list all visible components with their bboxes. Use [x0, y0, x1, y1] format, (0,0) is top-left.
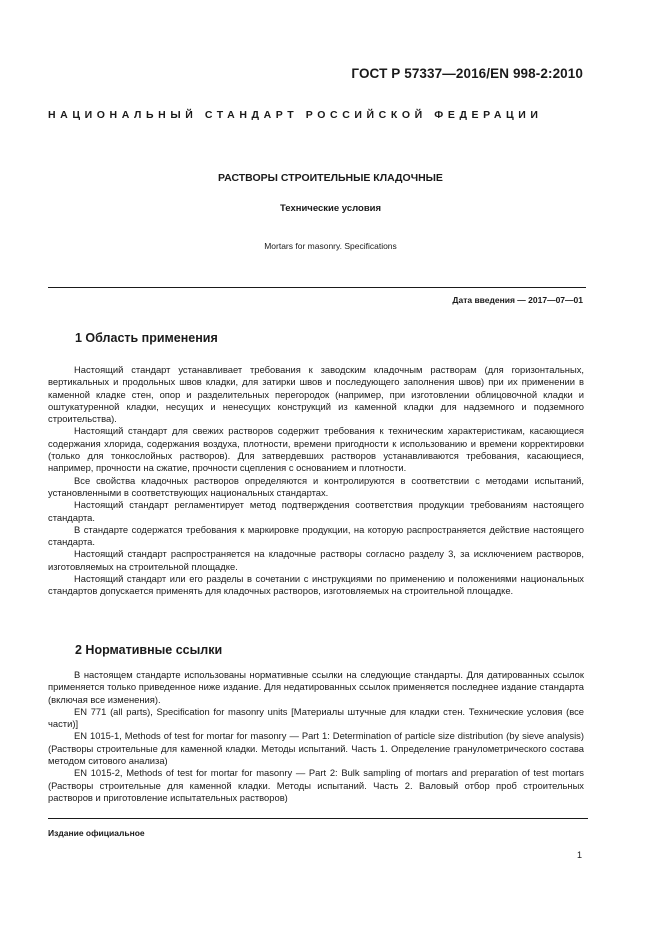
paragraph: В настоящем стандарте использованы нормативные ссылки на следующие стандарты. Для датированных ссылок применяется только приведенное ниже издание. Для недатированных ссылок применяется последнее издание стандарта (включая все изменения). [48, 669, 584, 705]
paragraph: Настоящий стандарт для свежих растворов содержит требования к техническим характеристикам, касающиеся содержания хлорида, содержания воздуха, плотности, времени пригодности к использованию и времени корректировки (только для тонкослойных растворов). Для затвердевших растворов устанавливаются требования, касающиеся, например, прочности на сжатие, прочности сцепления с основанием и плотности. [48, 425, 584, 474]
section-2-body [48, 669, 584, 804]
section-1-heading: 1 Область применения [75, 331, 218, 345]
paragraph: EN 1015-2, Methods of test for mortar for masonry — Part 2: Bulk sampling of mortars and preparation of test mortars (Растворы строительные для каменной кладки. Методы испытаний. Часть 2. Валовый отбор проб строительных растворов и приготовление испытательных растворов) [48, 767, 584, 803]
section-2-heading: 2 Нормативные ссылки [75, 643, 223, 657]
paragraph: Настоящий стандарт или его разделы в сочетании с инструкциями по применению и положениями национальных стандартов допускается применять для кладочных растворов, изготовляемых на строительной площадке. [48, 573, 584, 597]
document-code: ГОСТ Р 57337—2016/EN 998-2:2010 [351, 66, 583, 81]
paragraph: Настоящий стандарт регламентирует метод подтверждения соответствия продукции требованиям настоящего стандарта. [48, 499, 584, 523]
document-title: РАСТВОРЫ СТРОИТЕЛЬНЫЕ КЛАДОЧНЫЕ [218, 172, 443, 184]
page-number: 1 [576, 850, 582, 860]
paragraph: EN 771 (all parts), Specification for masonry units [Материалы штучные для кладки стен. Технические условия (все части)] [48, 705, 584, 730]
header-divider [48, 287, 586, 288]
paragraph: Все свойства кладочных растворов определяются и контролируются в соответствии с методами испытаний, установленными в соответствующих национальных стандартах. [48, 474, 584, 498]
footer-divider [48, 818, 588, 819]
paragraph: В стандарте содержатся требования к маркировке продукции, на которую распространяется действие настоящего стандарта. [48, 523, 584, 548]
paragraph: Настоящий стандарт распространяется на кладочные растворы согласно разделу 3, за исключением растворов, изготовляемых на строительной площадке. [48, 548, 584, 572]
paragraph: EN 1015-1, Methods of test for mortar for masonry — Part 1: Determination of particle size distribution (by sieve analysis) (Растворы строительные для каменной кладки. Методы испытаний. Часть 1. Определение гранулометрического состава методом ситового анализа) [48, 730, 584, 767]
english-title: Mortars for masonry. Specifications [264, 241, 397, 251]
edition-label: Издание официальное [48, 828, 145, 838]
national-standard-banner: НАЦИОНАЛЬНЫЙ СТАНДАРТ РОССИЙСКОЙ ФЕДЕРАЦИИ [48, 109, 543, 121]
document-subtitle: Технические условия [279, 203, 382, 214]
section-1-body [48, 364, 584, 598]
paragraph: Настоящий стандарт устанавливает требования к заводским кладочным растворам (для горизонтальных, вертикальных и продольных швов кладки, для затирки швов и последующего заполнения швов) при их применении в каменной кладке стен, опор и разделительных перегородок (например, при изготовлении облицовочной кладки и оштукатуренной кладки, несущих и ненесущих конструкций из каменной кладки для надземного и подземного строительства). [48, 364, 584, 425]
introduction-date: Дата введения — 2017—07—01 [452, 295, 583, 305]
